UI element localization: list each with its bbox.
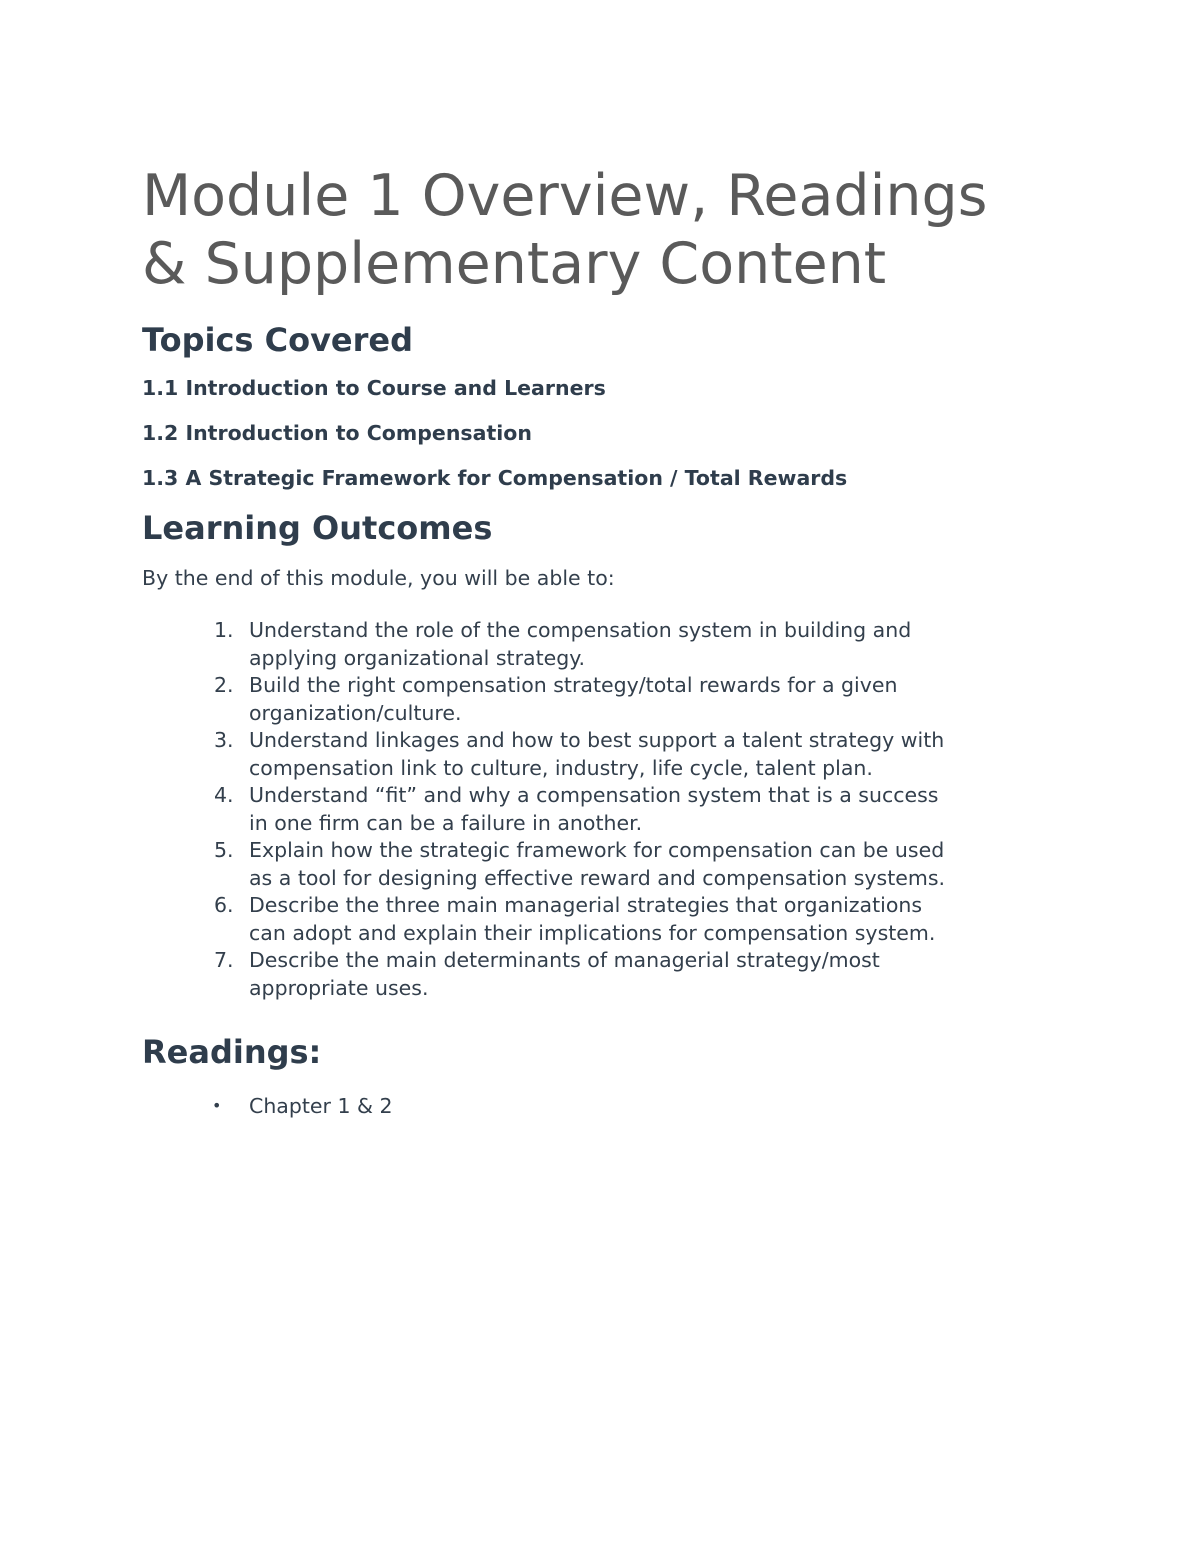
outcomes-intro: By the end of this module, you will be able to: bbox=[142, 566, 615, 590]
outcome-item bbox=[142, 782, 1079, 837]
outcomes-list bbox=[142, 617, 1072, 1002]
readings-heading: Readings: bbox=[142, 1033, 322, 1071]
outcome-line: in one firm can be a failure in another. bbox=[249, 810, 643, 835]
list-number: 2. bbox=[214, 673, 234, 697]
outcome-item bbox=[142, 892, 1079, 947]
topic-item: 1.3 A Strategic Framework for Compensation / Total Rewards bbox=[142, 466, 848, 490]
outcome-line: Describe the three main managerial strategies that organizations bbox=[249, 893, 923, 917]
outcome-item bbox=[142, 672, 1079, 727]
outcome-item bbox=[142, 617, 1079, 672]
outcome-line: Build the right compensation strategy/total rewards for a given bbox=[249, 673, 898, 697]
outcome-item bbox=[142, 727, 1079, 782]
outcomes-heading: Learning Outcomes bbox=[142, 509, 493, 547]
outcome-line: organization/culture. bbox=[249, 700, 462, 725]
title-line-2: & Supplementary Content bbox=[142, 231, 887, 297]
readings-list bbox=[142, 1092, 1072, 1120]
outcome-item bbox=[142, 947, 1079, 1002]
outcome-line: can adopt and explain their implications for compensation system. bbox=[249, 920, 936, 945]
document-page bbox=[142, 162, 1072, 1120]
list-number: 3. bbox=[214, 728, 234, 752]
list-number: 1. bbox=[214, 618, 234, 642]
topic-item: 1.1 Introduction to Course and Learners bbox=[142, 376, 606, 400]
topics-heading: Topics Covered bbox=[142, 321, 414, 359]
list-number: 5. bbox=[214, 838, 234, 862]
document-title bbox=[142, 162, 1072, 298]
list-number: 6. bbox=[214, 893, 234, 917]
outcome-line: appropriate uses. bbox=[249, 975, 429, 1000]
outcome-item bbox=[142, 837, 1079, 892]
outcome-line: Understand linkages and how to best support a talent strategy with bbox=[249, 728, 945, 752]
outcome-line: as a tool for designing effective reward and compensation systems. bbox=[249, 865, 946, 890]
list-number: 7. bbox=[214, 948, 234, 972]
outcome-line: Explain how the strategic framework for compensation can be used bbox=[249, 838, 945, 862]
bullet-icon: • bbox=[212, 1096, 222, 1115]
outcome-line: Understand “fit” and why a compensation system that is a success bbox=[249, 783, 939, 807]
outcome-line: Describe the main determinants of managerial strategy/most bbox=[249, 948, 880, 972]
title-line-1: Module 1 Overview, Readings bbox=[142, 163, 988, 229]
outcome-line: Understand the role of the compensation system in building and bbox=[249, 618, 912, 642]
outcome-line: compensation link to culture, industry, life cycle, talent plan. bbox=[249, 755, 873, 780]
reading-item bbox=[142, 1092, 1072, 1120]
topic-item: 1.2 Introduction to Compensation bbox=[142, 421, 532, 445]
list-number: 4. bbox=[214, 783, 234, 807]
outcome-line: applying organizational strategy. bbox=[249, 645, 585, 670]
reading-label: Chapter 1 & 2 bbox=[249, 1094, 393, 1118]
